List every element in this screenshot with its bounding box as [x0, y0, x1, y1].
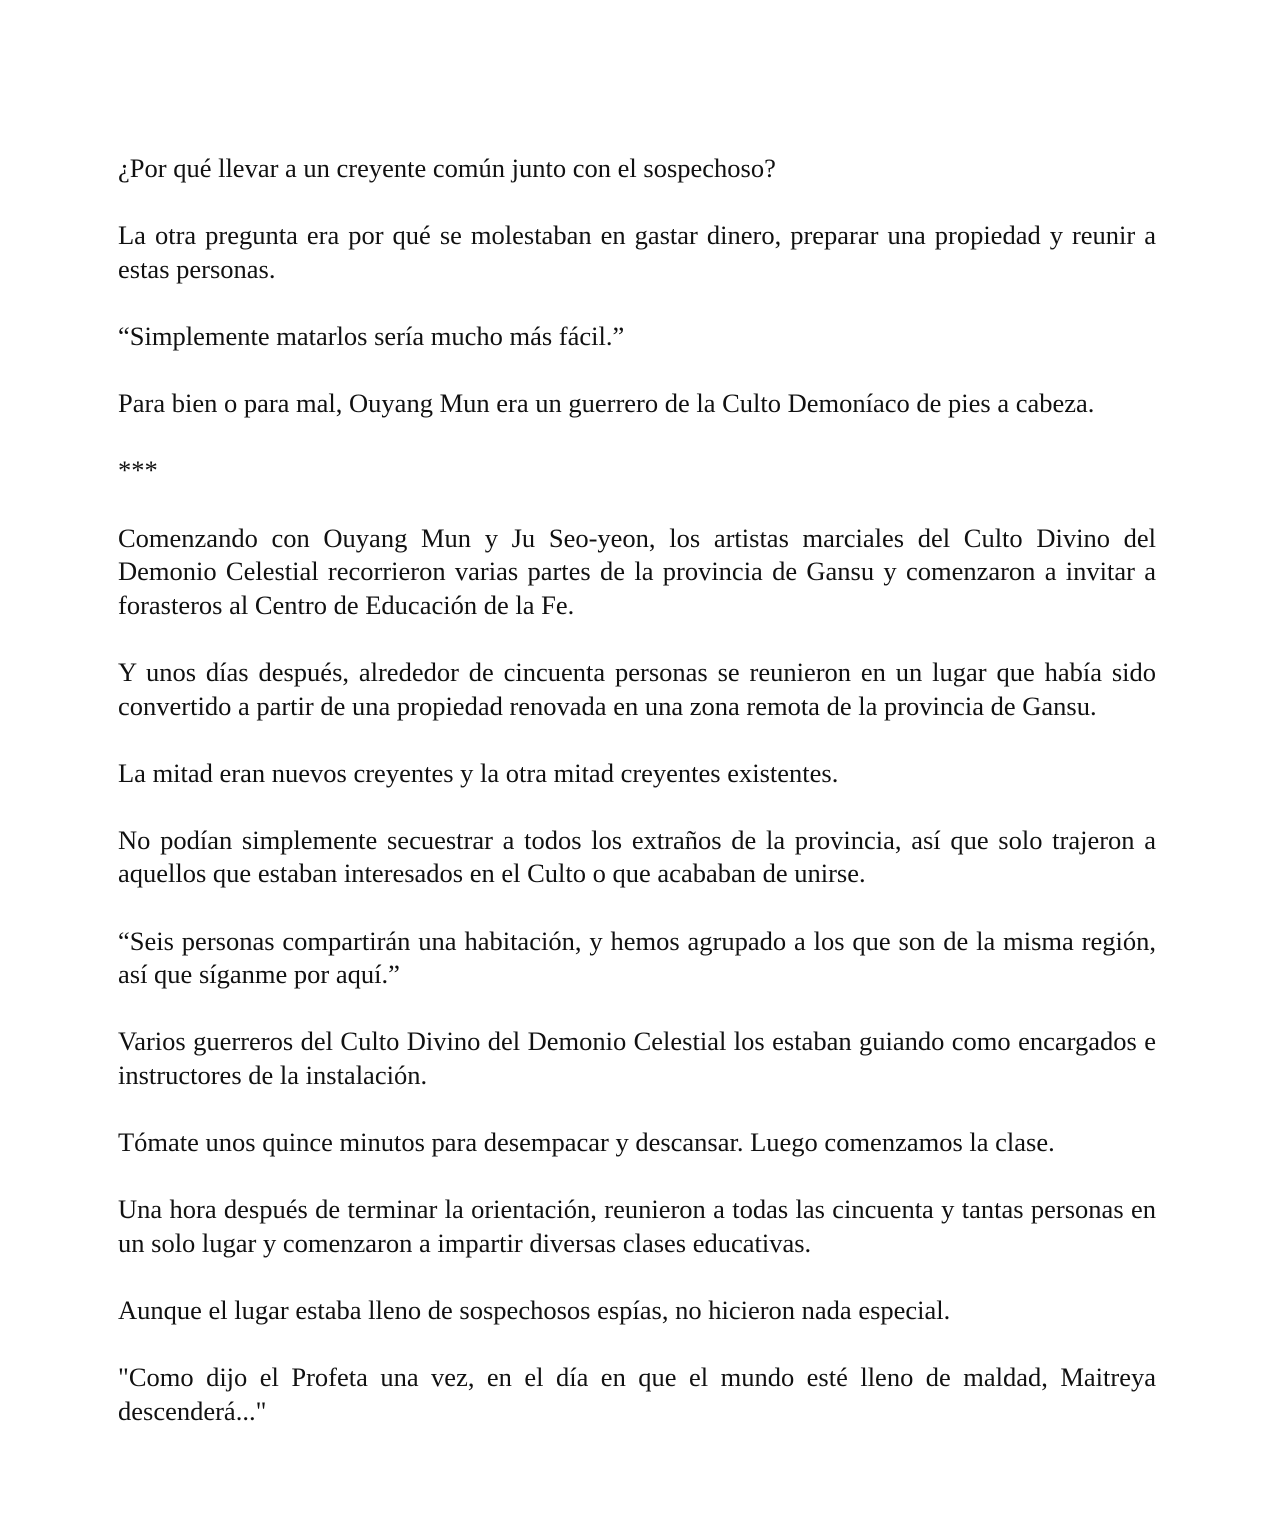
- paragraph: Aunque el lugar estaba lleno de sospechosos espías, no hicieron nada especial.: [118, 1295, 951, 1326]
- paragraph: Comenzando con Ouyang Mun y Ju Seo-yeon, los artistas marciales del Culto Divino del Demonio Celestial recorrieron varias partes de la provincia de Gansu y comenzaron a invitar a forasteros al Centro de Educación de la Fe.: [118, 522, 1156, 620]
- paragraph: La otra pregunta era por qué se molestaban en gastar dinero, preparar una propiedad y reunir a estas personas.: [118, 220, 1156, 284]
- paragraph: "Como dijo el Profeta una vez, en el día en que el mundo esté lleno de maldad, Maitreya descenderá...": [118, 1362, 1156, 1426]
- document-body: [118, 152, 1156, 1462]
- paragraph: No podían simplemente secuestrar a todos los extraños de la provincia, así que solo trajeron a aquellos que estaban interesados en el Culto o que acababan de unirse.: [118, 824, 1156, 889]
- paragraph: Tómate unos quince minutos para desempacar y descansar. Luego comenzamos la clase.: [118, 1127, 1055, 1158]
- paragraph: ¿Por qué llevar a un creyente común junto con el sospechoso?: [118, 153, 776, 183]
- paragraph: Para bien o para mal, Ouyang Mun era un guerrero de la Culto Demoníaco de pies a cabeza.: [118, 388, 1095, 419]
- paragraph: “Seis personas compartirán una habitación, y hemos agrupado a los que son de la misma región, así que síganme por aquí.”: [118, 925, 1156, 990]
- paragraph: “Simplemente matarlos sería mucho más fácil.”: [118, 320, 625, 351]
- paragraph: Una hora después de terminar la orientación, reunieron a todas las cincuenta y tantas personas en un solo lugar y comenzaron a impartir diversas clases educativas.: [118, 1194, 1156, 1258]
- paragraph: Varios guerreros del Culto Divino del Demonio Celestial los estaban guiando como encargados e instructores de la instalación.: [118, 1026, 1156, 1091]
- paragraph: Y unos días después, alrededor de cincuenta personas se reunieron en un lugar que había sido convertido a partir de una propiedad renovada en una zona remota de la provincia de Gansu.: [118, 656, 1156, 721]
- scene-break: ***: [118, 455, 158, 486]
- paragraph: La mitad eran nuevos creyentes y la otra mitad creyentes existentes.: [118, 757, 839, 788]
